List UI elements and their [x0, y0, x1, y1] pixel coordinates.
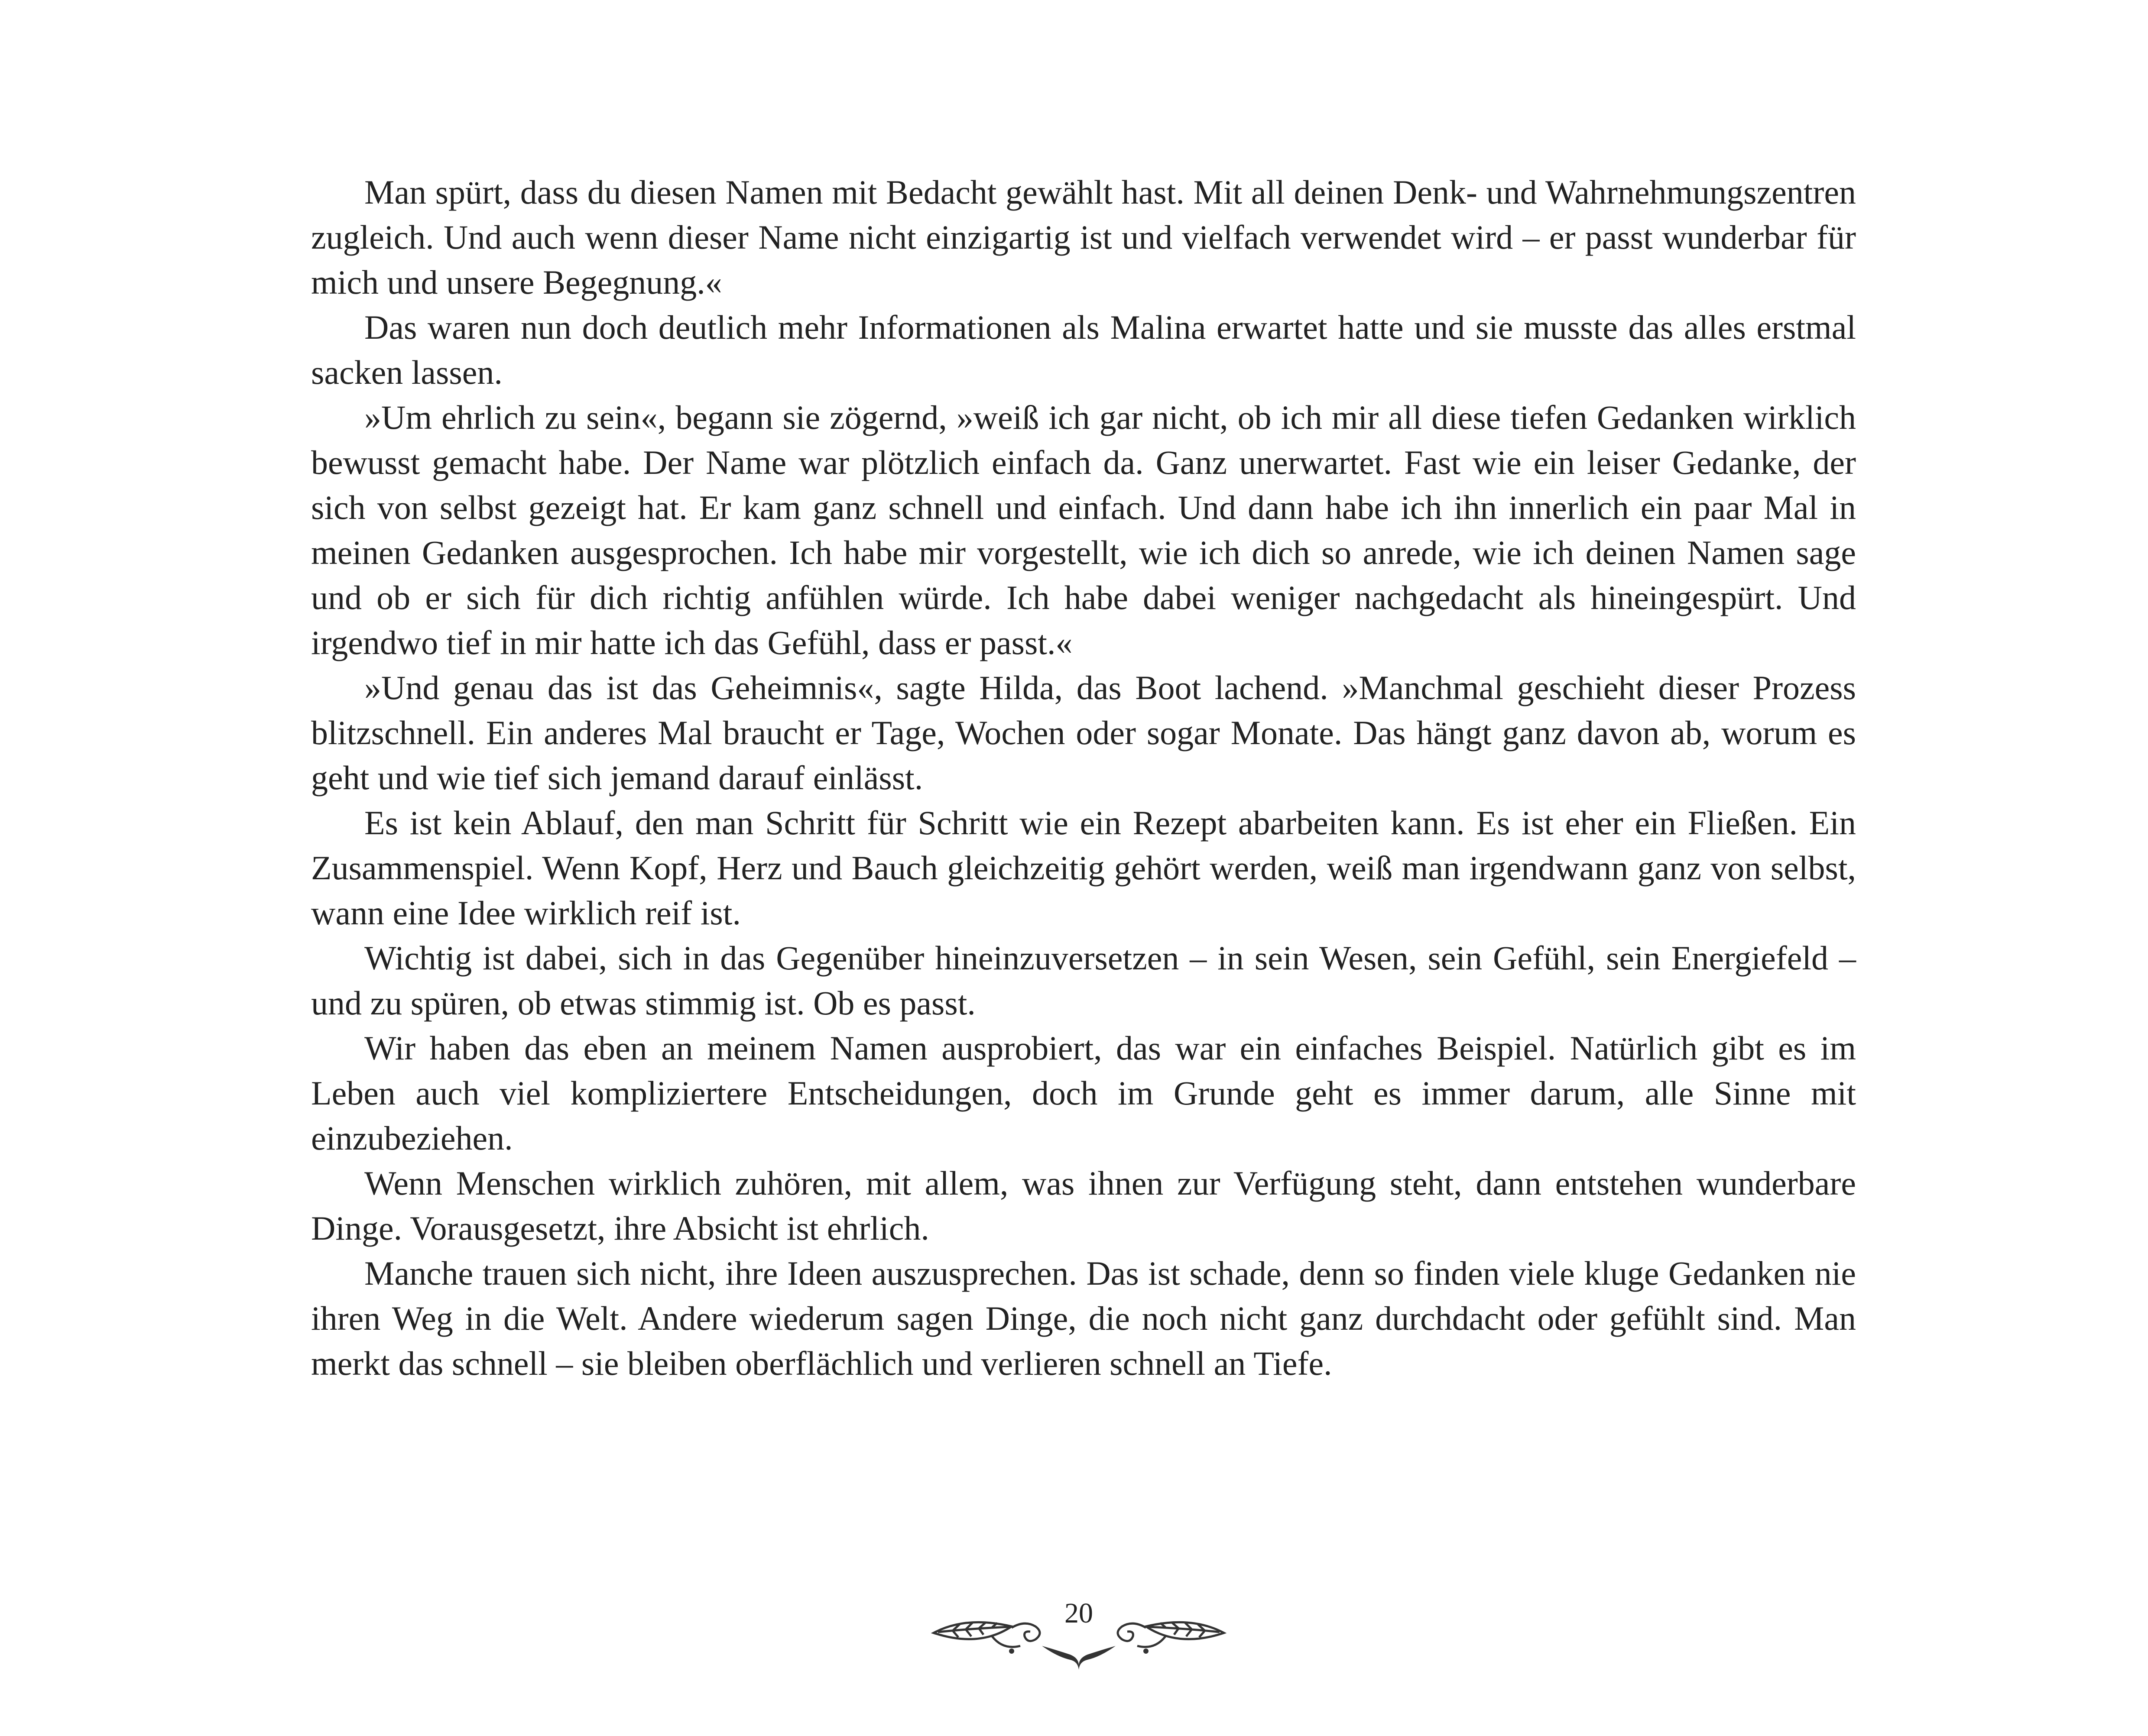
- paragraph-3: »Um ehrlich zu sein«, begann sie zögernd, »weiß ich gar nicht, ob ich mir all diese tiefen Gedanken wirklich bewusst gemacht habe. Der Name war plötzlich einfach da. Ganz unerwartet. Fast wie ein leiser Gedanke, der sich von selbst gezeigt hat. Er kam ganz schnell und einfach. Und dann habe ich ihn innerlich ein paar Mal in meinen Gedanken ausgesprochen. Ich habe mir vorgestellt, wie ich dich so anrede, wie ich deinen Namen sage und ob er sich für dich richtig anfühlen würde. Ich habe dabei weniger nachgedacht als hineingespürt. Und irgendwo tief in mir hatte ich das Gefühl, dass er passt.«: [311, 398, 1856, 661]
- paragraph-8: Wenn Menschen wirklich zuhören, mit allem, was ihnen zur Verfügung steht, dann entstehen wunderbare Dinge. Vorausgesetzt, ihre Absicht ist ehrlich.: [311, 1164, 1856, 1247]
- paragraph-6: Wichtig ist dabei, sich in das Gegenüber hineinzuversetzen – in sein Wesen, sein Gefühl, sein Energiefeld – und zu spüren, ob etwas stimmig ist. Ob es passt.: [311, 939, 1856, 1022]
- paragraph-5: Es ist kein Ablauf, den man Schritt für Schritt wie ein Rezept abarbeiten kann. Es ist eher ein Fließen. Ein Zusammenspiel. Wenn Kopf, Herz und Bauch gleichzeitig gehört werden, weiß man irgendwann ganz von selbst, wann eine Idee wirklich reif ist.: [311, 804, 1856, 932]
- paragraph-9: Manche trauen sich nicht, ihre Ideen auszusprechen. Das ist schade, denn so finden viele kluge Gedanken nie ihren Weg in die Welt. Andere wiederum sagen Dinge, die noch nicht ganz durchdacht oder gefühlt sind. Man merkt das schnell – sie bleiben oberflächlich und verlieren schnell an Tiefe.: [311, 1254, 1856, 1382]
- body-text: [311, 170, 1856, 1386]
- paragraph-2: Das waren nun doch deutlich mehr Informationen als Malina erwartet hatte und sie musste das alles erstmal sacken lassen.: [311, 308, 1856, 391]
- paragraph-1: Man spürt, dass du diesen Namen mit Bedacht gewählt hast. Mit all deinen Denk- und Wahrnehmungszentren zugleich. Und auch wenn dieser Name nicht einzigartig ist und vielfach verwendet wird – er passt wunderbar für mich und unsere Begegnung.«: [311, 173, 1856, 301]
- paragraph-4: »Und genau das ist das Geheimnis«, sagte Hilda, das Boot lachend. »Manchmal geschieht dieser Prozess blitzschnell. Ein anderes Mal braucht er Tage, Wochen oder sogar Monate. Das hängt ganz davon ab, worum es geht und wie tief sich jemand darauf einlässt.: [311, 669, 1856, 797]
- paragraph-7: Wir haben das eben an meinem Namen ausprobiert, das war ein einfaches Beispiel. Natürlich gibt es im Leben auch viel kompliziertere Entscheidungen, doch im Grunde geht es immer darum, alle Sinne mit einzubeziehen.: [311, 1029, 1856, 1157]
- page-footer: [927, 1585, 1230, 1672]
- page-number: 20: [1064, 1597, 1093, 1629]
